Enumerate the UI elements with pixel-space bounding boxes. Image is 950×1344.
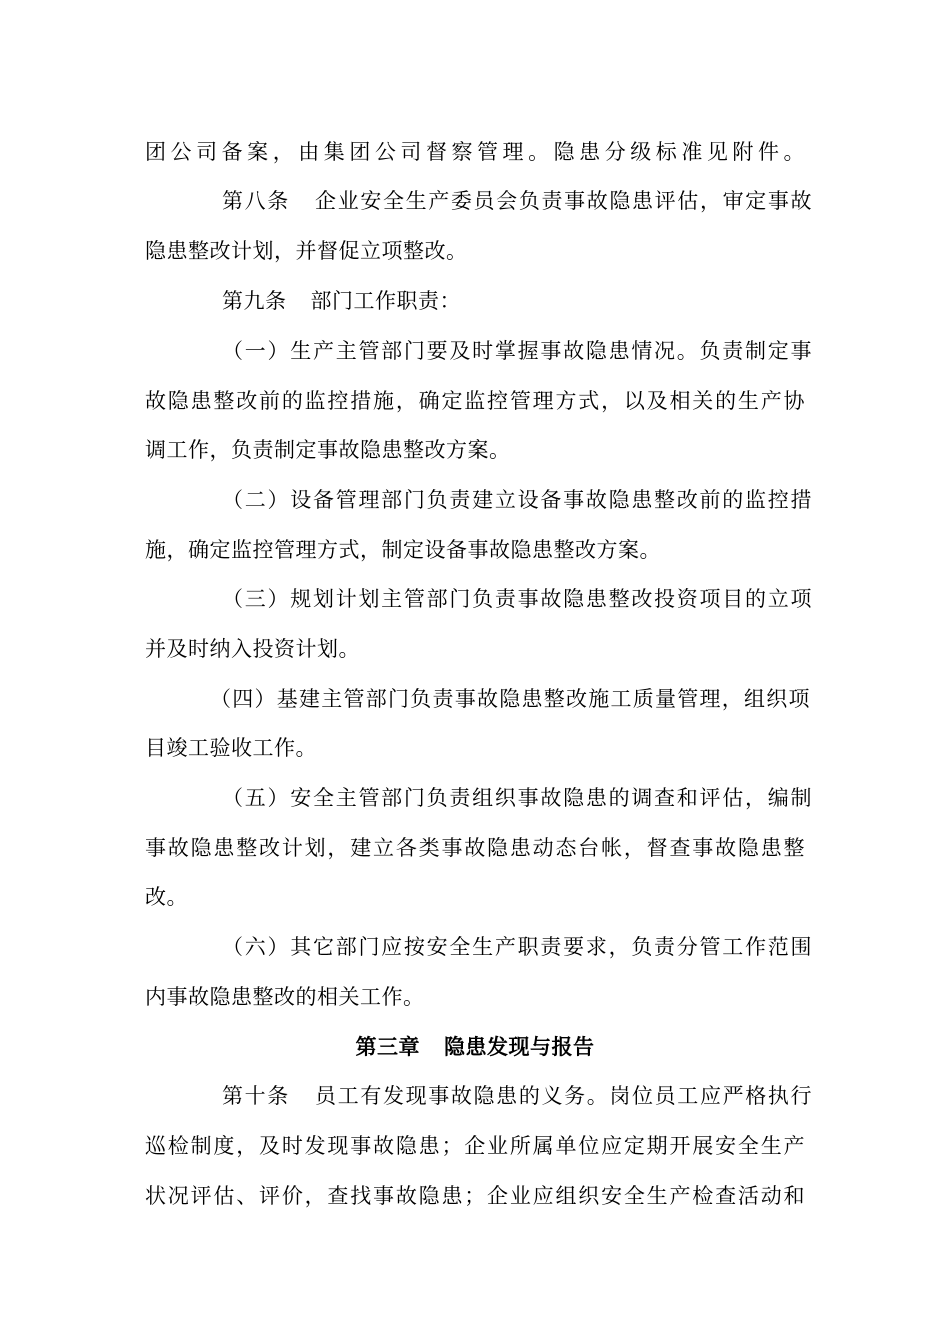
line-text: 施，确定监控管理方式，制定设备事故隐患整改方案。 [145,538,661,562]
item-5-line [222,785,812,811]
line-text: （一）生产主管部门要及时掌握事故隐患情况。负责制定事 [222,339,812,363]
line-text: 团公司备案，由集团公司督察管理。隐患分级标准见附件。 [145,140,805,164]
line-text: 事故隐患整改计划，建立各类事故隐患动态台帐，督查事故隐患整 [145,836,805,860]
line-text: 巡检制度，及时发现事故隐患；企业所属单位应定期开展安全生产 [145,1134,805,1158]
chapter-3-heading [0,1034,950,1060]
line-text: （四）基建主管部门负责事故隐患整改施工质量管理，组织项 [210,687,810,711]
paragraph-line [145,537,805,563]
chapter-number: 第三章 [355,1034,420,1059]
line-text: （三）规划计划主管部门负责事故隐患整改投资项目的立项 [222,587,812,611]
item-4-line [210,686,810,712]
paragraph-line [145,884,805,910]
line-text: （六）其它部门应按安全生产职责要求，负责分管工作范围 [222,935,812,959]
paragraph-line [145,238,805,264]
line-text: 调工作，负责制定事故隐患整改方案。 [145,438,511,462]
line-text: 故隐患整改前的监控措施，确定监控管理方式，以及相关的生产协 [145,389,805,413]
item-3-line [222,586,812,612]
article-9-line [222,288,812,314]
chapter-title: 隐患发现与报告 [444,1034,595,1059]
paragraph-line [145,835,805,861]
article-10-label: 第十条 [222,1084,290,1108]
line-text: （二）设备管理部门负责建立设备事故隐患整改前的监控措 [222,488,812,512]
line-text: 改。 [145,885,188,909]
paragraph-line [145,636,805,662]
line-text: 员工有发现事故隐患的义务。岗位员工应严格执行 [313,1084,812,1108]
line-text: 目竣工验收工作。 [145,736,317,760]
article-8-line [222,188,812,214]
line-text: 企业安全生产委员会负责事故隐患评估，审定事故 [313,189,812,213]
paragraph-line [145,139,805,165]
line-text: （五）安全主管部门负责组织事故隐患的调查和评估，编制 [222,786,812,810]
line-text: 状况评估、评价，查找事故隐患；企业应组织安全生产检查活动和 [145,1184,805,1208]
article-9-label: 第九条 [222,289,287,313]
item-1-line [222,338,812,364]
paragraph-line [145,1183,805,1209]
paragraph-line [145,984,805,1010]
line-text: 隐患整改计划，并督促立项整改。 [145,239,468,263]
article-10-line [222,1083,812,1109]
article-8-label: 第八条 [222,189,290,213]
paragraph-line [145,1133,805,1159]
paragraph-line [145,388,805,414]
item-2-line [222,487,812,513]
line-text: 内事故隐患整改的相关工作。 [145,985,425,1009]
paragraph-line [145,735,805,761]
line-text: 部门工作职责： [310,289,461,313]
item-6-line [222,934,812,960]
paragraph-line [145,437,805,463]
line-text: 并及时纳入投资计划。 [145,637,360,661]
